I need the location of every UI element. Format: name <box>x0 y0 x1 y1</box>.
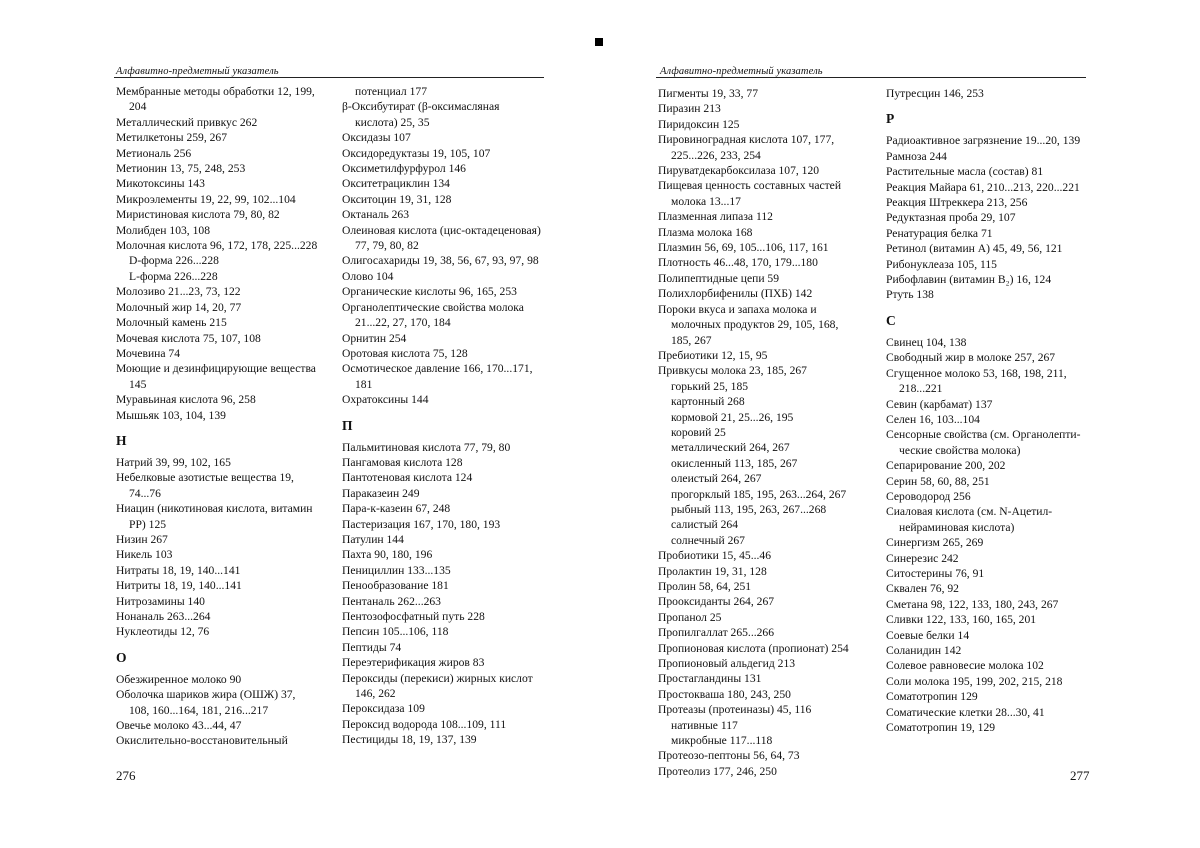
index-entry: Окситетрациклин 134 <box>342 177 450 191</box>
index-column-1 <box>116 84 317 749</box>
index-entry: Пируватдекарбоксилаза 107, 120 <box>658 164 820 178</box>
index-entry: Пастеризация 167, 170, 180, 193 <box>342 517 501 531</box>
index-entry: Низин 267 <box>116 532 168 546</box>
index-entry: Пропилгаллат 265...266 <box>658 626 775 640</box>
index-entry-continuation: нейраминовая кислота) <box>899 520 1015 534</box>
index-entry: Простагландины 131 <box>658 672 762 686</box>
index-subentry: L-форма 226...228 <box>129 269 218 283</box>
index-column-4 <box>886 86 1080 735</box>
page-number-left: 276 <box>116 768 136 783</box>
index-entry: Пептиды 74 <box>342 640 402 654</box>
index-entry: Оксидоредуктазы 19, 105, 107 <box>342 146 491 160</box>
index-entry: Протеазы (протеиназы) 45, 116 <box>658 703 812 717</box>
index-entry-continuation: молочных продуктов 29, 105, 168, <box>671 318 839 332</box>
index-entry: Небелковые азотистые вещества 19, <box>116 471 294 485</box>
index-entry: Сенсорные свойства (см. Органолепти- <box>886 428 1081 442</box>
running-header-right: Алфавитно-предметный указатель <box>660 66 823 77</box>
index-entry: Сметана 98, 122, 133, 180, 243, 267 <box>886 597 1059 611</box>
index-entry: Пентаналь 262...263 <box>342 594 441 608</box>
index-entry: Металлический привкус 262 <box>116 115 258 129</box>
index-entry: Радиоактивное загрязнение 19...20, 139 <box>886 134 1081 148</box>
section-letter: Н <box>116 432 127 448</box>
index-entry: Реакция Штреккера 213, 256 <box>886 196 1028 210</box>
section-letter: Р <box>886 111 895 127</box>
index-entry: Пигменты 19, 33, 77 <box>658 87 758 100</box>
page-number-right: 277 <box>1070 768 1090 783</box>
index-subentry: картонный 268 <box>671 395 745 409</box>
index-subentry: салистый 264 <box>671 518 739 532</box>
index-entry: Сливки 122, 133, 160, 165, 201 <box>886 613 1037 627</box>
index-entry: Ренатурация белка 71 <box>886 226 993 240</box>
index-entry: Протеозо-пептоны 56, 64, 73 <box>658 749 800 763</box>
index-entry: Органолептические свойства молока <box>342 300 524 314</box>
index-subentry: кормовой 21, 25...26, 195 <box>671 410 794 424</box>
section-letter: О <box>116 649 127 665</box>
index-entry: Свинец 104, 138 <box>886 335 967 349</box>
index-entry: Ниацин (никотиновая кислота, витамин <box>116 502 313 516</box>
index-entry: Пребиотики 12, 15, 95 <box>658 348 768 362</box>
index-entry: Метиональ 256 <box>116 146 192 160</box>
index-entry: Протеолиз 177, 246, 250 <box>658 764 777 778</box>
index-entry: Мочевина 74 <box>116 346 181 360</box>
index-entry: Олигосахариды 19, 38, 56, 67, 93, 97, 98 <box>342 254 539 268</box>
index-entry-continuation: молока 13...17 <box>671 194 741 208</box>
index-entry: Моющие и дезинфицирующие вещества <box>116 362 316 376</box>
index-entry: Синерезис 242 <box>886 551 959 565</box>
index-entry: Ртуть 138 <box>886 288 934 302</box>
index-entry: Соевые белки 14 <box>886 628 970 642</box>
index-entry: Пропионовая кислота (пропионат) 254 <box>658 641 849 655</box>
index-entry: Соматические клетки 28...30, 41 <box>886 705 1045 719</box>
registration-mark <box>595 38 603 46</box>
index-entry: Нитрозамины 140 <box>116 594 205 608</box>
index-entry: Орнитин 254 <box>342 331 407 345</box>
index-entry: Пантотеновая кислота 124 <box>342 471 473 485</box>
index-entry: Пропанол 25 <box>658 610 722 624</box>
index-entry: Молочный камень 215 <box>116 316 227 330</box>
index-entry: Пробиотики 15, 45...46 <box>658 549 771 563</box>
index-entry: Метионин 13, 75, 248, 253 <box>116 162 246 176</box>
index-entry: Соли молока 195, 199, 202, 215, 218 <box>886 674 1063 688</box>
index-entry: Никель 103 <box>116 548 173 562</box>
index-entry: Полипептидные цепи 59 <box>658 271 780 285</box>
index-entry: Оксидазы 107 <box>342 131 411 145</box>
index-entry: Метилкетоны 259, 267 <box>116 131 228 145</box>
index-entry: Пищевая ценность составных частей <box>658 179 842 193</box>
header-rule-left <box>114 77 544 78</box>
index-entry: Пероксиды (перекиси) жирных кислот <box>342 671 533 685</box>
index-entry-continuation: 74...76 <box>129 486 161 500</box>
index-entry: Молозиво 21...23, 73, 122 <box>116 285 241 299</box>
index-entry: Молибден 103, 108 <box>116 223 210 237</box>
index-subentry: прогорклый 185, 195, 263...264, 267 <box>671 487 847 501</box>
index-entry: Пангамовая кислота 128 <box>342 455 463 469</box>
index-entry: Натрий 39, 99, 102, 165 <box>116 455 231 469</box>
index-entry-continuation: 225...226, 233, 254 <box>671 148 761 162</box>
index-entry: Плазма молока 168 <box>658 225 753 239</box>
index-entry: Полихлорбифенилы (ПХБ) 142 <box>658 287 813 301</box>
index-entry: Молочная кислота 96, 172, 178, 225...228 <box>116 239 318 253</box>
index-entry-continuation: 218...221 <box>899 382 943 396</box>
index-subentry: горький 25, 185 <box>671 379 749 393</box>
index-entry: Микроэлементы 19, 22, 99, 102...104 <box>116 192 296 206</box>
index-subentry: солнечный 267 <box>671 533 745 547</box>
index-entry: Сероводород 256 <box>886 489 971 503</box>
index-entry: Параказеин 249 <box>342 486 420 500</box>
index-column-3 <box>658 86 849 779</box>
index-entry: Молочный жир 14, 20, 77 <box>116 300 242 314</box>
index-entry: Мембранные методы обработки 12, 199, <box>116 85 315 98</box>
index-subentry: коровий 25 <box>671 425 726 439</box>
index-entry: Пиридоксин 125 <box>658 117 740 131</box>
index-entry: Соматотропин 19, 129 <box>886 721 996 735</box>
index-entry: Прооксиданты 264, 267 <box>658 595 775 609</box>
running-header-left: Алфавитно-предметный указатель <box>116 66 279 77</box>
index-entry: Растительные масла (состав) 81 <box>886 165 1044 179</box>
index-entry-continuation: 204 <box>129 100 147 114</box>
index-entry: Рибонуклеаза 105, 115 <box>886 257 997 271</box>
index-entry: Олеиновая кислота (цис-октадеценовая) <box>342 223 541 237</box>
index-entry: Олово 104 <box>342 269 394 283</box>
index-entry: Окситоцин 19, 31, 128 <box>342 192 452 206</box>
index-entry-continuation: потенциал 177 <box>355 85 427 98</box>
index-entry: Микотоксины 143 <box>116 177 205 191</box>
index-entry: Плотность 46...48, 170, 179...180 <box>658 256 818 270</box>
index-entry: Муравьиная кислота 96, 258 <box>116 393 256 407</box>
index-entry: Оболочка шариков жира (ОШЖ) 37, <box>116 688 296 702</box>
index-entry: Пентозофосфатный путь 228 <box>342 610 485 623</box>
index-subentry: рыбный 113, 195, 263, 267...268 <box>671 502 827 516</box>
index-entry: Пахта 90, 180, 196 <box>342 548 433 562</box>
index-entry: Селен 16, 103...104 <box>886 412 980 426</box>
index-entry: Сгущенное молоко 53, 168, 198, 211, <box>886 366 1067 380</box>
index-entry: Пролактин 19, 31, 128 <box>658 564 767 578</box>
index-entry: Пенообразование 181 <box>342 579 449 593</box>
index-entry-continuation: 145 <box>129 377 147 391</box>
index-entry: Пестициды 18, 19, 137, 139 <box>342 733 477 747</box>
index-entry: Плазмин 56, 69, 105...106, 117, 161 <box>658 241 829 255</box>
index-entry: Ситостерины 76, 91 <box>886 566 985 580</box>
index-entry: Миристиновая кислота 79, 80, 82 <box>116 208 280 222</box>
index-entry: Мышьяк 103, 104, 139 <box>116 408 226 422</box>
index-entry: Нитраты 18, 19, 140...141 <box>116 563 241 577</box>
index-entry: Пенициллин 133...135 <box>342 563 451 577</box>
index-entry: Сиаловая кислота (см. N-Ацетил- <box>886 505 1053 519</box>
index-entry: Пороки вкуса и запаха молока и <box>658 302 817 316</box>
index-entry: Рамноза 244 <box>886 149 947 163</box>
index-subentry: D-форма 226...228 <box>129 254 219 268</box>
index-entry: Плазменная липаза 112 <box>658 210 773 224</box>
index-subentry: металлический 264, 267 <box>671 441 790 455</box>
index-entry: Пропионовый альдегид 213 <box>658 657 796 671</box>
index-entry: Нуклеотиды 12, 76 <box>116 625 210 639</box>
index-entry: Пролин 58, 64, 251 <box>658 580 752 593</box>
index-entry: Привкусы молока 23, 185, 267 <box>658 364 807 378</box>
section-letter: С <box>886 312 896 328</box>
index-entry: Обезжиренное молоко 90 <box>116 672 242 686</box>
index-entry: Реакция Майара 61, 210...213, 220...221 <box>886 180 1080 194</box>
index-entry: β-Оксибутират (β-оксимасляная <box>342 100 500 114</box>
index-entry: Ретинол (витамин А) 45, 49, 56, 121 <box>886 242 1063 256</box>
index-entry: Оротовая кислота 75, 128 <box>342 346 468 360</box>
index-entry: Патулин 144 <box>342 532 404 546</box>
index-entry: Пальмитиновая кислота 77, 79, 80 <box>342 440 511 454</box>
index-subentry: микробные 117...118 <box>671 734 773 748</box>
index-entry-continuation: 185, 267 <box>671 333 712 347</box>
index-entry-continuation: ческие свойства молока) <box>899 443 1021 457</box>
index-subentry: олеистый 264, 267 <box>671 472 762 486</box>
header-rule-right <box>656 77 1086 78</box>
index-entry: Сепарирование 200, 202 <box>886 459 1006 473</box>
index-entry: Серин 58, 60, 88, 251 <box>886 474 990 488</box>
index-entry: Пероксид водорода 108...109, 111 <box>342 717 507 731</box>
index-entry: Севин (карбамат) 137 <box>886 397 993 411</box>
index-entry: Сквален 76, 92 <box>886 582 959 596</box>
index-entry: Переэтерификация жиров 83 <box>342 656 485 670</box>
index-entry-continuation: 77, 79, 80, 82 <box>355 239 419 253</box>
index-entry: Осмотическое давление 166, 170...171, <box>342 362 533 376</box>
index-entry: Простокваша 180, 243, 250 <box>658 687 791 701</box>
index-entry-continuation: 21...22, 27, 170, 184 <box>355 316 451 330</box>
index-entry: Синергизм 265, 269 <box>886 536 984 550</box>
index-entry: Пара-к-казеин 67, 248 <box>342 502 451 516</box>
index-entry: Оксиметилфурфурол 146 <box>342 162 466 176</box>
index-entry: Овечье молоко 43...44, 47 <box>116 719 242 733</box>
index-entry: Соматотропин 129 <box>886 690 978 704</box>
index-entry-continuation: PP) 125 <box>129 517 167 531</box>
index-entry: Мочевая кислота 75, 107, 108 <box>116 331 261 345</box>
index-entry: Соланидин 142 <box>886 644 962 657</box>
index-entry-continuation: 108, 160...164, 181, 216...217 <box>129 703 269 717</box>
index-entry: Охратоксины 144 <box>342 393 429 407</box>
index-entry: Солевое равновесие молока 102 <box>886 659 1044 673</box>
index-entry-continuation: 146, 262 <box>355 687 396 701</box>
index-entry: Окислительно-восстановительный <box>116 734 288 748</box>
index-entry: Пиразин 213 <box>658 102 721 116</box>
index-entry-continuation: кислота) 25, 35 <box>355 115 430 129</box>
index-entry: Пировиноградная кислота 107, 177, <box>658 133 835 147</box>
index-entry: Путресцин 146, 253 <box>886 87 984 100</box>
index-entry: Октаналь 263 <box>342 208 410 222</box>
index-entry: Нитриты 18, 19, 140...141 <box>116 579 242 593</box>
index-entry: Редуктазная проба 29, 107 <box>886 211 1016 225</box>
index-subentry: окисленный 113, 185, 267 <box>671 456 798 470</box>
section-letter: П <box>342 417 353 433</box>
index-entry: Свободный жир в молоке 257, 267 <box>886 351 1056 365</box>
index-subentry: нативные 117 <box>671 718 738 732</box>
index-entry-continuation: 181 <box>355 377 373 391</box>
index-entry: Органические кислоты 96, 165, 253 <box>342 285 517 299</box>
index-entry: Пероксидаза 109 <box>342 702 425 716</box>
index-entry: Нонаналь 263...264 <box>116 610 211 623</box>
index-column-2 <box>342 84 541 748</box>
index-entry: Пепсин 105...106, 118 <box>342 625 449 639</box>
index-entry: Рибофлавин (витамин B₂) 16, 124 <box>886 273 1052 287</box>
